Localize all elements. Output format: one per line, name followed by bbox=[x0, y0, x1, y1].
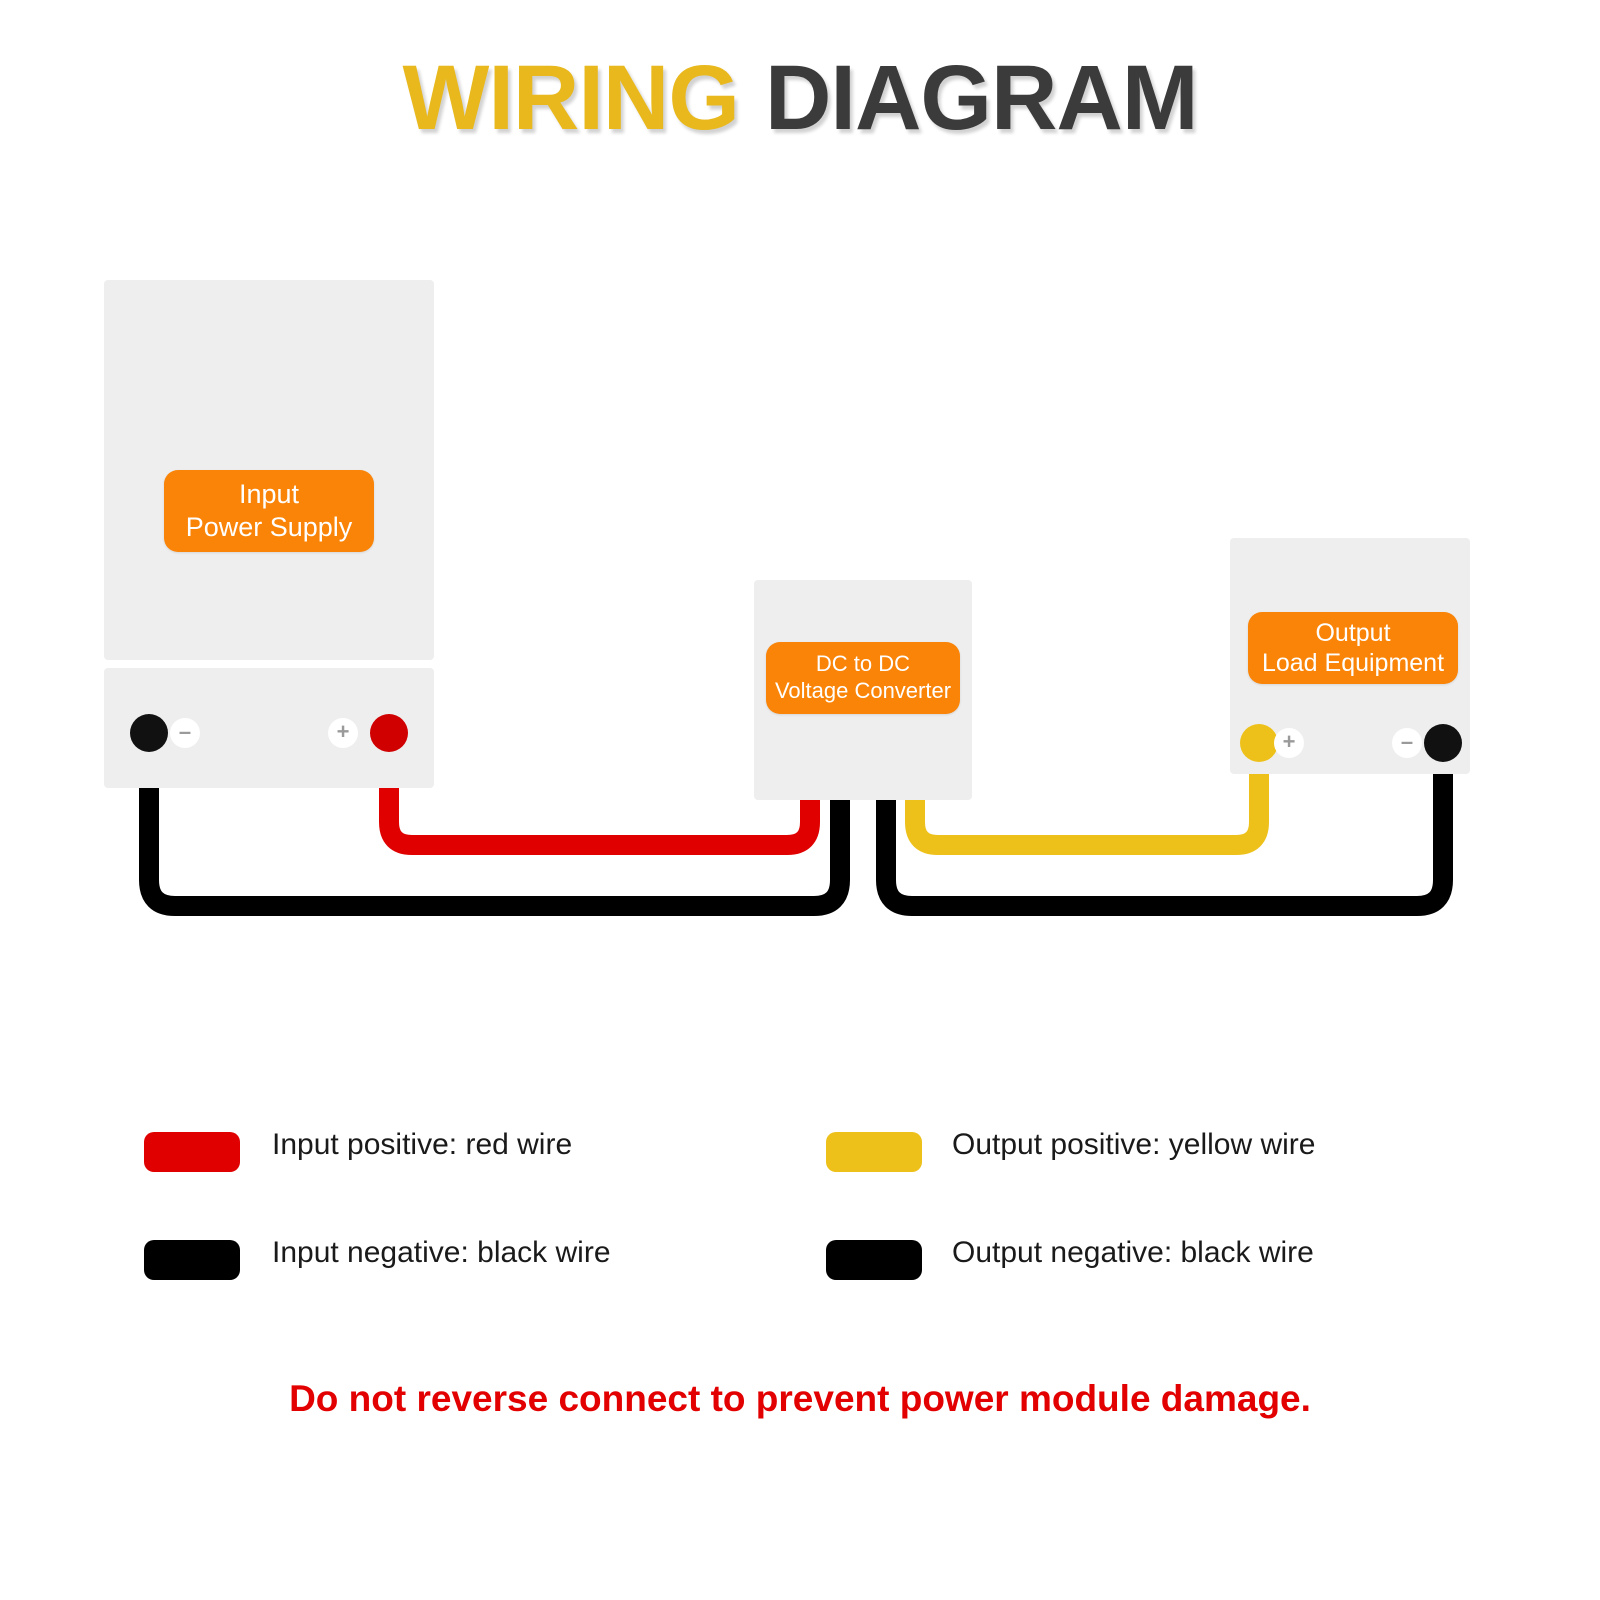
page-title bbox=[0, 46, 1600, 151]
sign-input-positive: + bbox=[328, 718, 358, 748]
legend-swatch-input-positive bbox=[144, 1132, 240, 1172]
sign-input-negative: – bbox=[170, 718, 200, 748]
legend-label-output-positive: Output positive: yellow wire bbox=[952, 1128, 1316, 1161]
terminal-output-positive bbox=[1240, 724, 1278, 762]
label-output-load-equipment bbox=[1248, 612, 1458, 684]
label-input-power-supply bbox=[164, 470, 374, 552]
legend-swatch-output-positive bbox=[826, 1132, 922, 1172]
warning-text: Do not reverse connect to prevent power module damage. bbox=[289, 1378, 1311, 1419]
terminal-input-negative bbox=[130, 714, 168, 752]
terminal-input-positive bbox=[370, 714, 408, 752]
title-word-wiring: WIRING bbox=[402, 47, 739, 149]
label-dc-dc-converter bbox=[766, 642, 960, 714]
sign-output-positive: + bbox=[1274, 728, 1304, 758]
wire-input-positive bbox=[389, 733, 810, 845]
label-output-load-equipment-line1: Output bbox=[1315, 618, 1391, 647]
legend-label-input-positive: Input positive: red wire bbox=[272, 1128, 573, 1161]
title-word-diagram: DIAGRAM bbox=[764, 47, 1198, 149]
label-output-load-equipment-line2: Load Equipment bbox=[1261, 649, 1445, 677]
terminal-output-negative bbox=[1424, 724, 1462, 762]
label-input-power-supply-line1: Input bbox=[238, 479, 300, 510]
label-dc-dc-converter-line1: DC to DC bbox=[815, 651, 911, 677]
legend-swatch-input-negative bbox=[144, 1240, 240, 1280]
legend-label-input-negative: Input negative: black wire bbox=[272, 1236, 611, 1269]
sign-output-negative: – bbox=[1392, 728, 1422, 758]
legend-swatch-output-negative bbox=[826, 1240, 922, 1280]
label-input-power-supply-line2: Power Supply bbox=[185, 512, 353, 542]
legend-label-output-negative: Output negative: black wire bbox=[952, 1236, 1314, 1269]
label-dc-dc-converter-line2: Voltage Converter bbox=[774, 678, 952, 703]
